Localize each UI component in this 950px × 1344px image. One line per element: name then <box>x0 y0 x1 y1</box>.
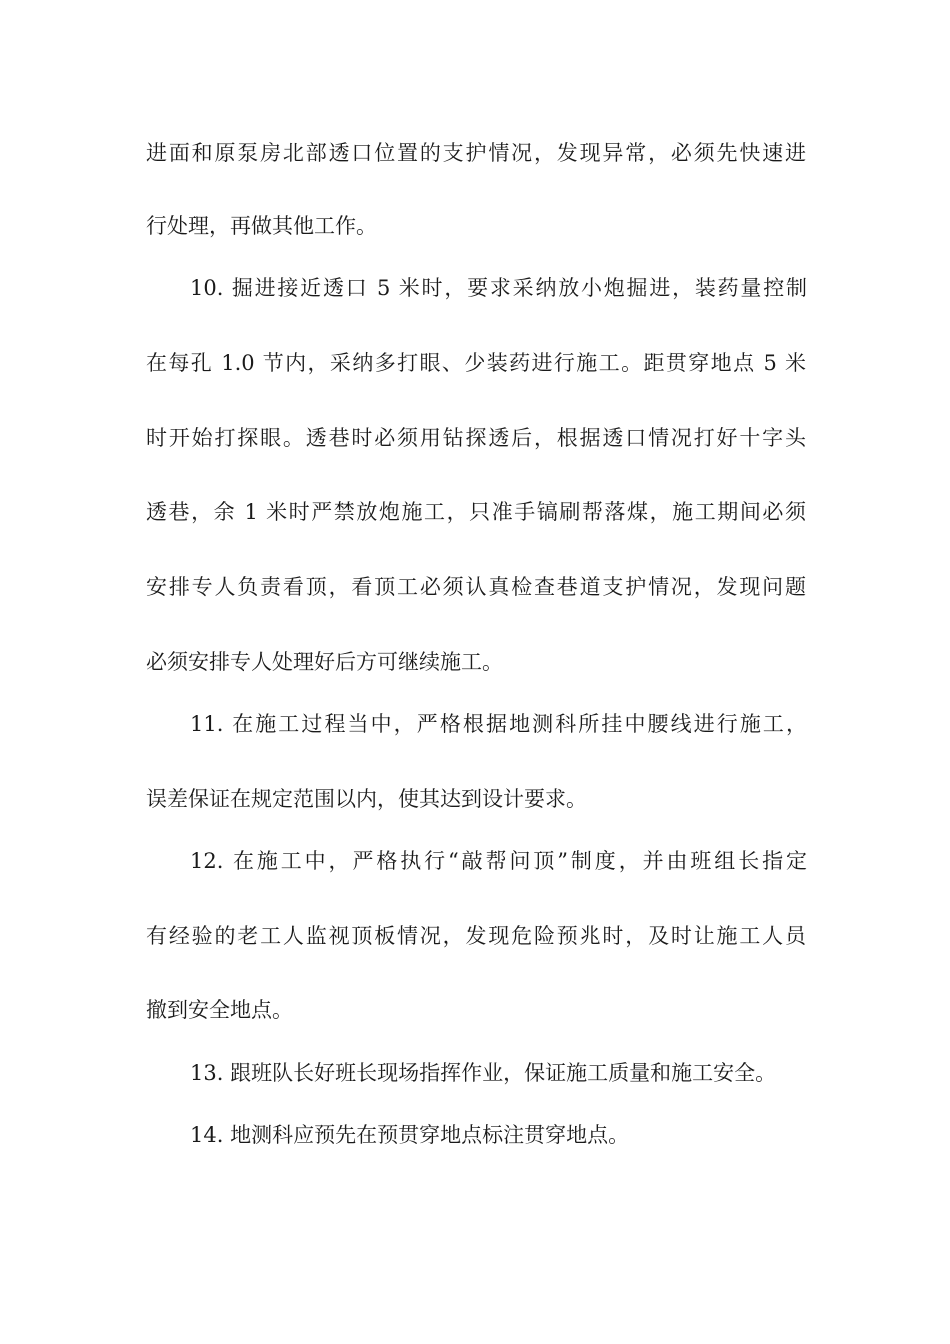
item-10-line-4: 透巷，余 1 米时严禁放炮施工，只准手镐刷帮落煤，施工期间必须 <box>146 500 806 524</box>
item-12-line-3: 撤到安全地点。 <box>146 998 293 1022</box>
item-14-line-1: 14. 地测科应预先在预贯穿地点标注贯穿地点。 <box>190 1123 630 1147</box>
item-10-line-3: 时开始打探眼。透巷时必须用钻探透后，根据透口情况打好十字头 <box>146 426 806 450</box>
item-12-line-2: 有经验的老工人监视顶板情况，发现危险预兆时，及时让施工人员 <box>146 924 806 948</box>
item-10-line-5: 安排专人负责看顶，看顶工必须认真检查巷道支护情况，发现问题 <box>146 575 806 599</box>
item-12-line-1: 12. 在施工中，严格执行“敲帮问顶”制度，并由班组长指定 <box>190 849 807 873</box>
item-10-line-1: 10. 掘进接近透口 5 米时，要求采纳放小炮掘进，装药量控制 <box>190 276 807 300</box>
item-10-line-6: 必须安排专人处理好后方可继续施工。 <box>146 650 503 674</box>
text-line-1: 进面和原泵房北部透口位置的支护情况，发现异常，必须先快速进 <box>146 141 806 165</box>
item-13-line-1: 13. 跟班队长好班长现场指挥作业，保证施工质量和施工安全。 <box>190 1061 777 1085</box>
item-11-line-1: 11. 在施工过程当中，严格根据地测科所挂中腰线进行施工， <box>190 712 807 736</box>
item-11-line-2: 误差保证在规定范围以内，使其达到设计要求。 <box>146 787 587 811</box>
text-line-2: 行处理，再做其他工作。 <box>146 214 377 238</box>
item-10-line-2: 在每孔 1.0 节内，采纳多打眼、少装药进行施工。距贯穿地点 5 米 <box>146 351 806 375</box>
